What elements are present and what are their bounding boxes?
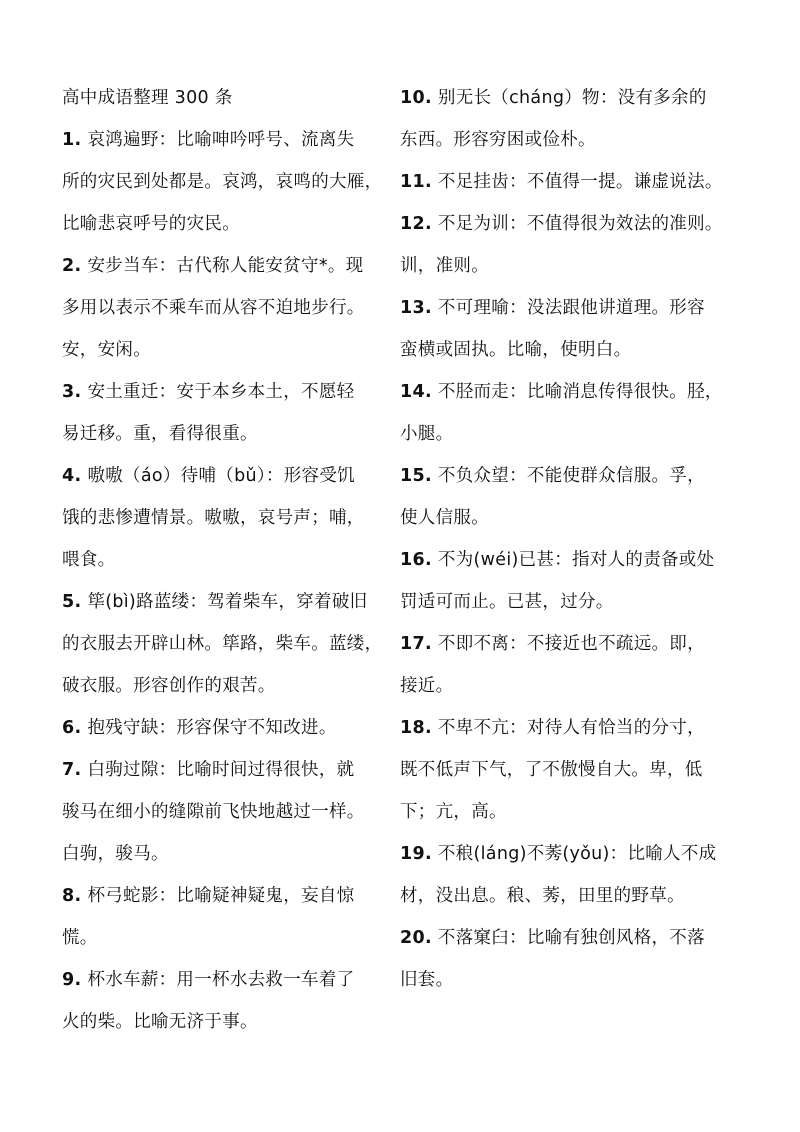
idiom-text: 材，没出息。稂、莠，田里的野草。 (400, 886, 685, 906)
idiom-entry-line (62, 210, 397, 252)
idiom-entry-line (62, 1008, 397, 1050)
idiom-text: 比喻悲哀呼号的灾民。 (62, 214, 240, 234)
idiom-entry-first-line (62, 252, 397, 294)
idiom-entry-first-line (62, 882, 397, 924)
idiom-entry (400, 378, 740, 462)
idiom-number: 16. (400, 550, 432, 570)
idiom-entry-first-line (62, 378, 397, 420)
idiom-number: 2. (62, 256, 82, 276)
idiom-entry-first-line (400, 840, 740, 882)
idiom-number: 17. (400, 634, 432, 654)
idiom-text: 杯水车薪：用一杯水去救一车着了 (87, 970, 355, 990)
idiom-entry-first-line (400, 714, 740, 756)
idiom-entry (62, 378, 397, 462)
idiom-entry-first-line (400, 84, 740, 126)
idiom-number: 5. (62, 592, 82, 612)
idiom-text: 破衣服。形容创作的艰苦。 (62, 676, 276, 696)
idiom-number: 1. (62, 130, 82, 150)
idiom-text: 白驹，骏马。 (62, 844, 169, 864)
idiom-number: 18. (400, 718, 432, 738)
idiom-entry-first-line (400, 630, 740, 672)
idiom-entry (62, 756, 397, 882)
right-column (400, 84, 740, 1008)
idiom-text: 安，安闲。 (62, 340, 151, 360)
idiom-entry-line (62, 840, 397, 882)
idiom-text: 小腿。 (400, 424, 454, 444)
idiom-text: 不足为训：不值得很为效法的准则。 (437, 214, 723, 234)
idiom-entry (62, 588, 397, 714)
idiom-text: 多用以表示不乘车而从容不迫地步行。 (62, 298, 365, 318)
idiom-entry-line (62, 672, 397, 714)
idiom-text: 抱残守缺：形容保守不知改进。 (87, 718, 337, 738)
idiom-entry-line (400, 588, 740, 630)
idiom-entry-first-line (400, 462, 740, 504)
idiom-number: 10. (400, 88, 432, 108)
idiom-number: 9. (62, 970, 82, 990)
idiom-entry-first-line (62, 126, 397, 168)
idiom-text: 哀鸿遍野：比喻呻吟呼号、流离失 (87, 130, 355, 150)
idiom-number: 11. (400, 172, 432, 192)
idiom-entry (62, 126, 397, 252)
idiom-entry-line (400, 504, 740, 546)
idiom-entry-line (62, 168, 397, 210)
document-title: 高中成语整理 300 条 (62, 88, 233, 108)
idiom-entry-first-line (400, 210, 740, 252)
idiom-text: 训，准则。 (400, 256, 489, 276)
idiom-text: 蛮横或固执。比喻，使明白。 (400, 340, 632, 360)
left-column (62, 84, 397, 1050)
idiom-text: 不稂(láng)不莠(yǒu)：比喻人不成 (437, 844, 717, 864)
idiom-entry-line (400, 672, 740, 714)
idiom-text: 不足挂齿：不值得一提。谦虚说法。 (437, 172, 723, 192)
idiom-text: 喂食。 (62, 550, 116, 570)
idiom-entry (400, 462, 740, 546)
idiom-text: 不为(wéi)已甚：指对人的责备或处 (437, 550, 715, 570)
idiom-number: 19. (400, 844, 432, 864)
idiom-text: 不即不离：不接近也不疏远。即， (437, 634, 705, 654)
idiom-text: 的衣服去开辟山林。筚路，柴车。蓝缕， (62, 634, 383, 654)
idiom-entry (62, 462, 397, 588)
idiom-number: 20. (400, 928, 432, 948)
idiom-entry-line (62, 294, 397, 336)
idiom-entry (400, 630, 740, 714)
idiom-number: 15. (400, 466, 432, 486)
idiom-text: 不落窠臼：比喻有独创风格，不落 (437, 928, 705, 948)
idiom-number: 6. (62, 718, 82, 738)
idiom-text: 不卑不亢：对待人有恰当的分寸， (437, 718, 705, 738)
idiom-text: 杯弓蛇影：比喻疑神疑鬼，妄自惊 (87, 886, 355, 906)
idiom-entry-first-line (62, 756, 397, 798)
idiom-entry (400, 546, 740, 630)
idiom-text: 饿的悲惨遭情景。嗷嗷，哀号声；哺， (62, 508, 365, 528)
idiom-text: 不负众望：不能使群众信服。孚， (437, 466, 705, 486)
idiom-text: 东西。形容穷困或俭朴。 (400, 130, 596, 150)
idiom-entry-first-line (62, 588, 397, 630)
idiom-entry-line (400, 756, 740, 798)
idiom-text: 骏马在细小的缝隙前飞快地越过一样。 (62, 802, 365, 822)
idiom-entry-line (62, 336, 397, 378)
idiom-number: 13. (400, 298, 432, 318)
idiom-text: 接近。 (400, 676, 454, 696)
idiom-entry-first-line (400, 294, 740, 336)
idiom-entry-line (62, 420, 397, 462)
idiom-entry-line (400, 882, 740, 924)
idiom-entry-line (400, 420, 740, 462)
idiom-text: 安步当车：古代称人能安贫守*。现 (87, 256, 364, 276)
idiom-number: 3. (62, 382, 82, 402)
idiom-entry-line (62, 630, 397, 672)
idiom-entry-line (62, 924, 397, 966)
idiom-text: 罚适可而止。已甚，过分。 (400, 592, 614, 612)
idiom-number: 14. (400, 382, 432, 402)
idiom-entry (400, 840, 740, 924)
idiom-entry-first-line (400, 924, 740, 966)
idiom-text: 慌。 (62, 928, 98, 948)
idiom-text: 下；亢，高。 (400, 802, 507, 822)
idiom-text: 白驹过隙：比喻时间过得很快，就 (87, 760, 355, 780)
idiom-entry-line (62, 798, 397, 840)
idiom-text: 使人信服。 (400, 508, 489, 528)
idiom-text: 不可理喻：没法跟他讲道理。形容 (437, 298, 705, 318)
idiom-entry-line (400, 126, 740, 168)
idiom-entry-first-line (400, 378, 740, 420)
idiom-entry (62, 252, 397, 378)
idiom-entry (400, 84, 740, 168)
idiom-entry (400, 168, 740, 210)
idiom-entry-first-line (400, 546, 740, 588)
idiom-entry (62, 714, 397, 756)
idiom-entry-line (62, 504, 397, 546)
idiom-text: 所的灾民到处都是。哀鸿，哀鸣的大雁， (62, 172, 383, 192)
idiom-text: 既不低声下气，了不傲慢自大。卑，低 (400, 760, 703, 780)
idiom-entry-line (400, 252, 740, 294)
idiom-text: 别无长（cháng）物：没有多余的 (437, 88, 707, 108)
idiom-entry (400, 714, 740, 840)
idiom-entry-line (400, 336, 740, 378)
idiom-entry (62, 966, 397, 1050)
idiom-number: 4. (62, 466, 82, 486)
idiom-entry-first-line (62, 714, 397, 756)
idiom-entry (400, 294, 740, 378)
idiom-entry-line (400, 966, 740, 1008)
idiom-number: 12. (400, 214, 432, 234)
idiom-text: 不胫而走：比喻消息传得很快。胫， (437, 382, 723, 402)
idiom-text: 筚(bì)路蓝缕：驾着柴车，穿着破旧 (87, 592, 368, 612)
idiom-entry-first-line (62, 462, 397, 504)
idiom-entry-first-line (62, 966, 397, 1008)
idiom-entry-line (62, 546, 397, 588)
idiom-entry (400, 924, 740, 1008)
idiom-number: 8. (62, 886, 82, 906)
idiom-entry (400, 210, 740, 294)
idiom-text: 易迁移。重，看得很重。 (62, 424, 258, 444)
idiom-text: 旧套。 (400, 970, 454, 990)
idiom-entry-line (400, 798, 740, 840)
idiom-text: 安土重迁：安于本乡本土，不愿轻 (87, 382, 355, 402)
idiom-number: 7. (62, 760, 82, 780)
idiom-text: 嗷嗷（áo）待哺（bǔ）：形容受饥 (87, 466, 355, 486)
idiom-entry (62, 882, 397, 966)
idiom-entry-first-line (400, 168, 740, 210)
idiom-text: 火的柴。比喻无济于事。 (62, 1012, 258, 1032)
